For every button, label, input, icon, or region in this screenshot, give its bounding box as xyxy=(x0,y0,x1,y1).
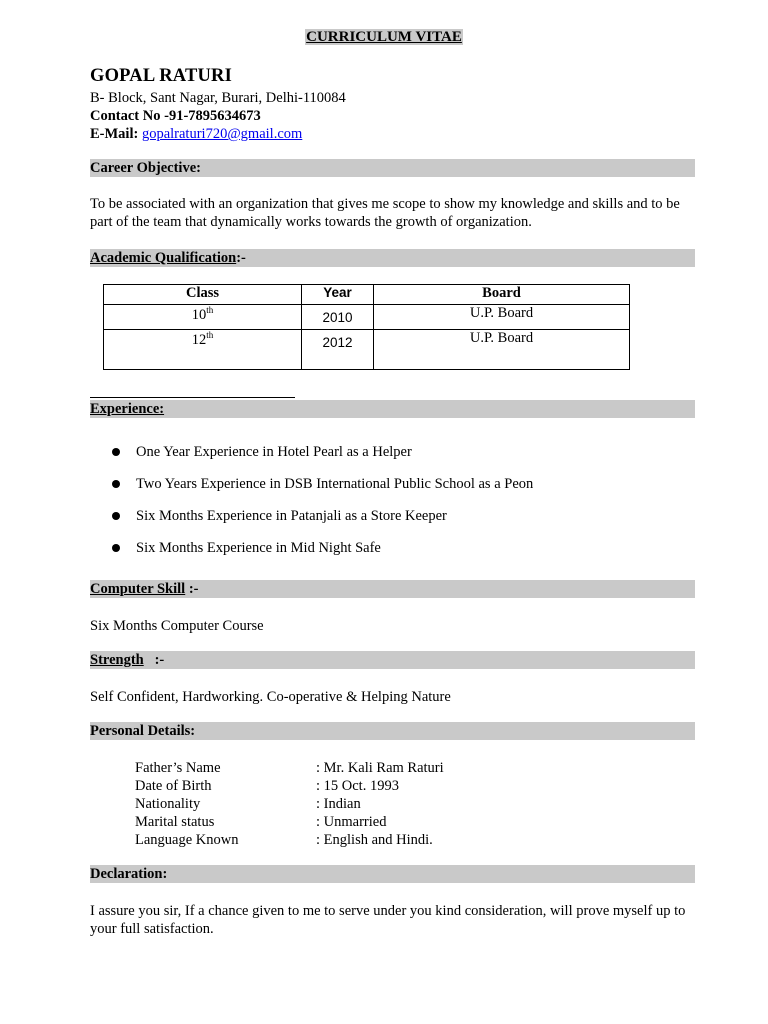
divider-line xyxy=(90,397,295,398)
cell-board: U.P. Board xyxy=(374,330,630,370)
computer-skill-heading xyxy=(90,580,695,598)
list-item: One Year Experience in Hotel Pearl as a Helper xyxy=(112,443,533,475)
bullet-icon xyxy=(112,512,120,520)
list-item: Two Years Experience in DSB International Public School as a Peon xyxy=(112,475,533,507)
strength-suffix: :- xyxy=(143,652,165,668)
cell-year: 2012 xyxy=(302,330,374,370)
detail-value: : Unmarried xyxy=(316,814,387,830)
contact-value: 91-7895634673 xyxy=(168,108,261,124)
document-title: CURRICULUM VITAE xyxy=(306,29,462,45)
detail-row xyxy=(135,759,444,777)
academic-heading xyxy=(90,249,695,267)
contact-label: Contact No - xyxy=(90,108,169,124)
detail-key: Date of Birth xyxy=(135,778,212,794)
personal-details-list xyxy=(135,759,444,849)
declaration-text: I assure you sir, If a chance given to me to serve under you kind consideration, will prove myself up to your full satisfaction. xyxy=(90,903,686,937)
address: B- Block, Sant Nagar, Burari, Delhi-110084 xyxy=(90,90,346,106)
bullet-icon xyxy=(112,480,120,488)
detail-row xyxy=(135,795,444,813)
career-objective-text: To be associated with an organization that gives me scope to show my knowledge and skills and to be part of the team that dynamically works towards the growth of organization. xyxy=(90,196,680,230)
header-board: Board xyxy=(374,285,630,305)
cell-class: 10th xyxy=(104,305,302,330)
strength-text: Self Confident, Hardworking. Co-operative & Helping Nature xyxy=(90,689,451,705)
detail-key: Language Known xyxy=(135,832,239,848)
computer-skill-text: Six Months Computer Course xyxy=(90,618,264,634)
email-line xyxy=(90,125,302,143)
detail-key: Marital status xyxy=(135,814,215,830)
detail-value: : Indian xyxy=(316,796,361,812)
list-item: Six Months Experience in Mid Night Safe xyxy=(112,539,533,571)
detail-row xyxy=(135,777,444,795)
header-class: Class xyxy=(104,285,302,305)
table-row xyxy=(104,330,630,370)
detail-row xyxy=(135,831,444,849)
detail-value: : English and Hindi. xyxy=(316,832,433,848)
computer-skill-suffix: :- xyxy=(185,581,199,597)
strength-label: Strength xyxy=(90,652,144,668)
experience-heading xyxy=(90,400,695,418)
header-year: Year xyxy=(302,285,374,305)
declaration-heading: Declaration: xyxy=(90,865,695,883)
experience-list xyxy=(112,443,533,571)
list-item: Six Months Experience in Patanjali as a Store Keeper xyxy=(112,507,533,539)
email-link[interactable]: gopalraturi720@gmail.com xyxy=(141,126,303,142)
cell-class: 12th xyxy=(104,330,302,370)
cell-year: 2010 xyxy=(302,305,374,330)
detail-value: : Mr. Kali Ram Raturi xyxy=(316,760,444,776)
table-header-row xyxy=(104,285,630,305)
detail-value: : 15 Oct. 1993 xyxy=(316,778,399,794)
career-objective-heading: Career Objective: xyxy=(90,159,695,177)
bullet-icon xyxy=(112,544,120,552)
academic-heading-suffix: :- xyxy=(236,250,246,266)
computer-skill-label: Computer Skill xyxy=(90,581,186,597)
experience-heading-label: Experience: xyxy=(90,401,165,417)
detail-row xyxy=(135,813,444,831)
table-row xyxy=(104,305,630,330)
contact-line xyxy=(90,107,261,125)
detail-key: Father’s Name xyxy=(135,760,221,776)
academic-table xyxy=(103,284,630,370)
email-label: E-Mail: xyxy=(90,126,139,142)
academic-heading-label: Academic Qualification xyxy=(90,250,237,266)
strength-heading xyxy=(90,651,695,669)
cell-board: U.P. Board xyxy=(374,305,630,330)
candidate-name: GOPAL RATURI xyxy=(90,66,233,86)
bullet-icon xyxy=(112,448,120,456)
personal-details-heading: Personal Details: xyxy=(90,722,695,740)
detail-key: Nationality xyxy=(135,796,201,812)
